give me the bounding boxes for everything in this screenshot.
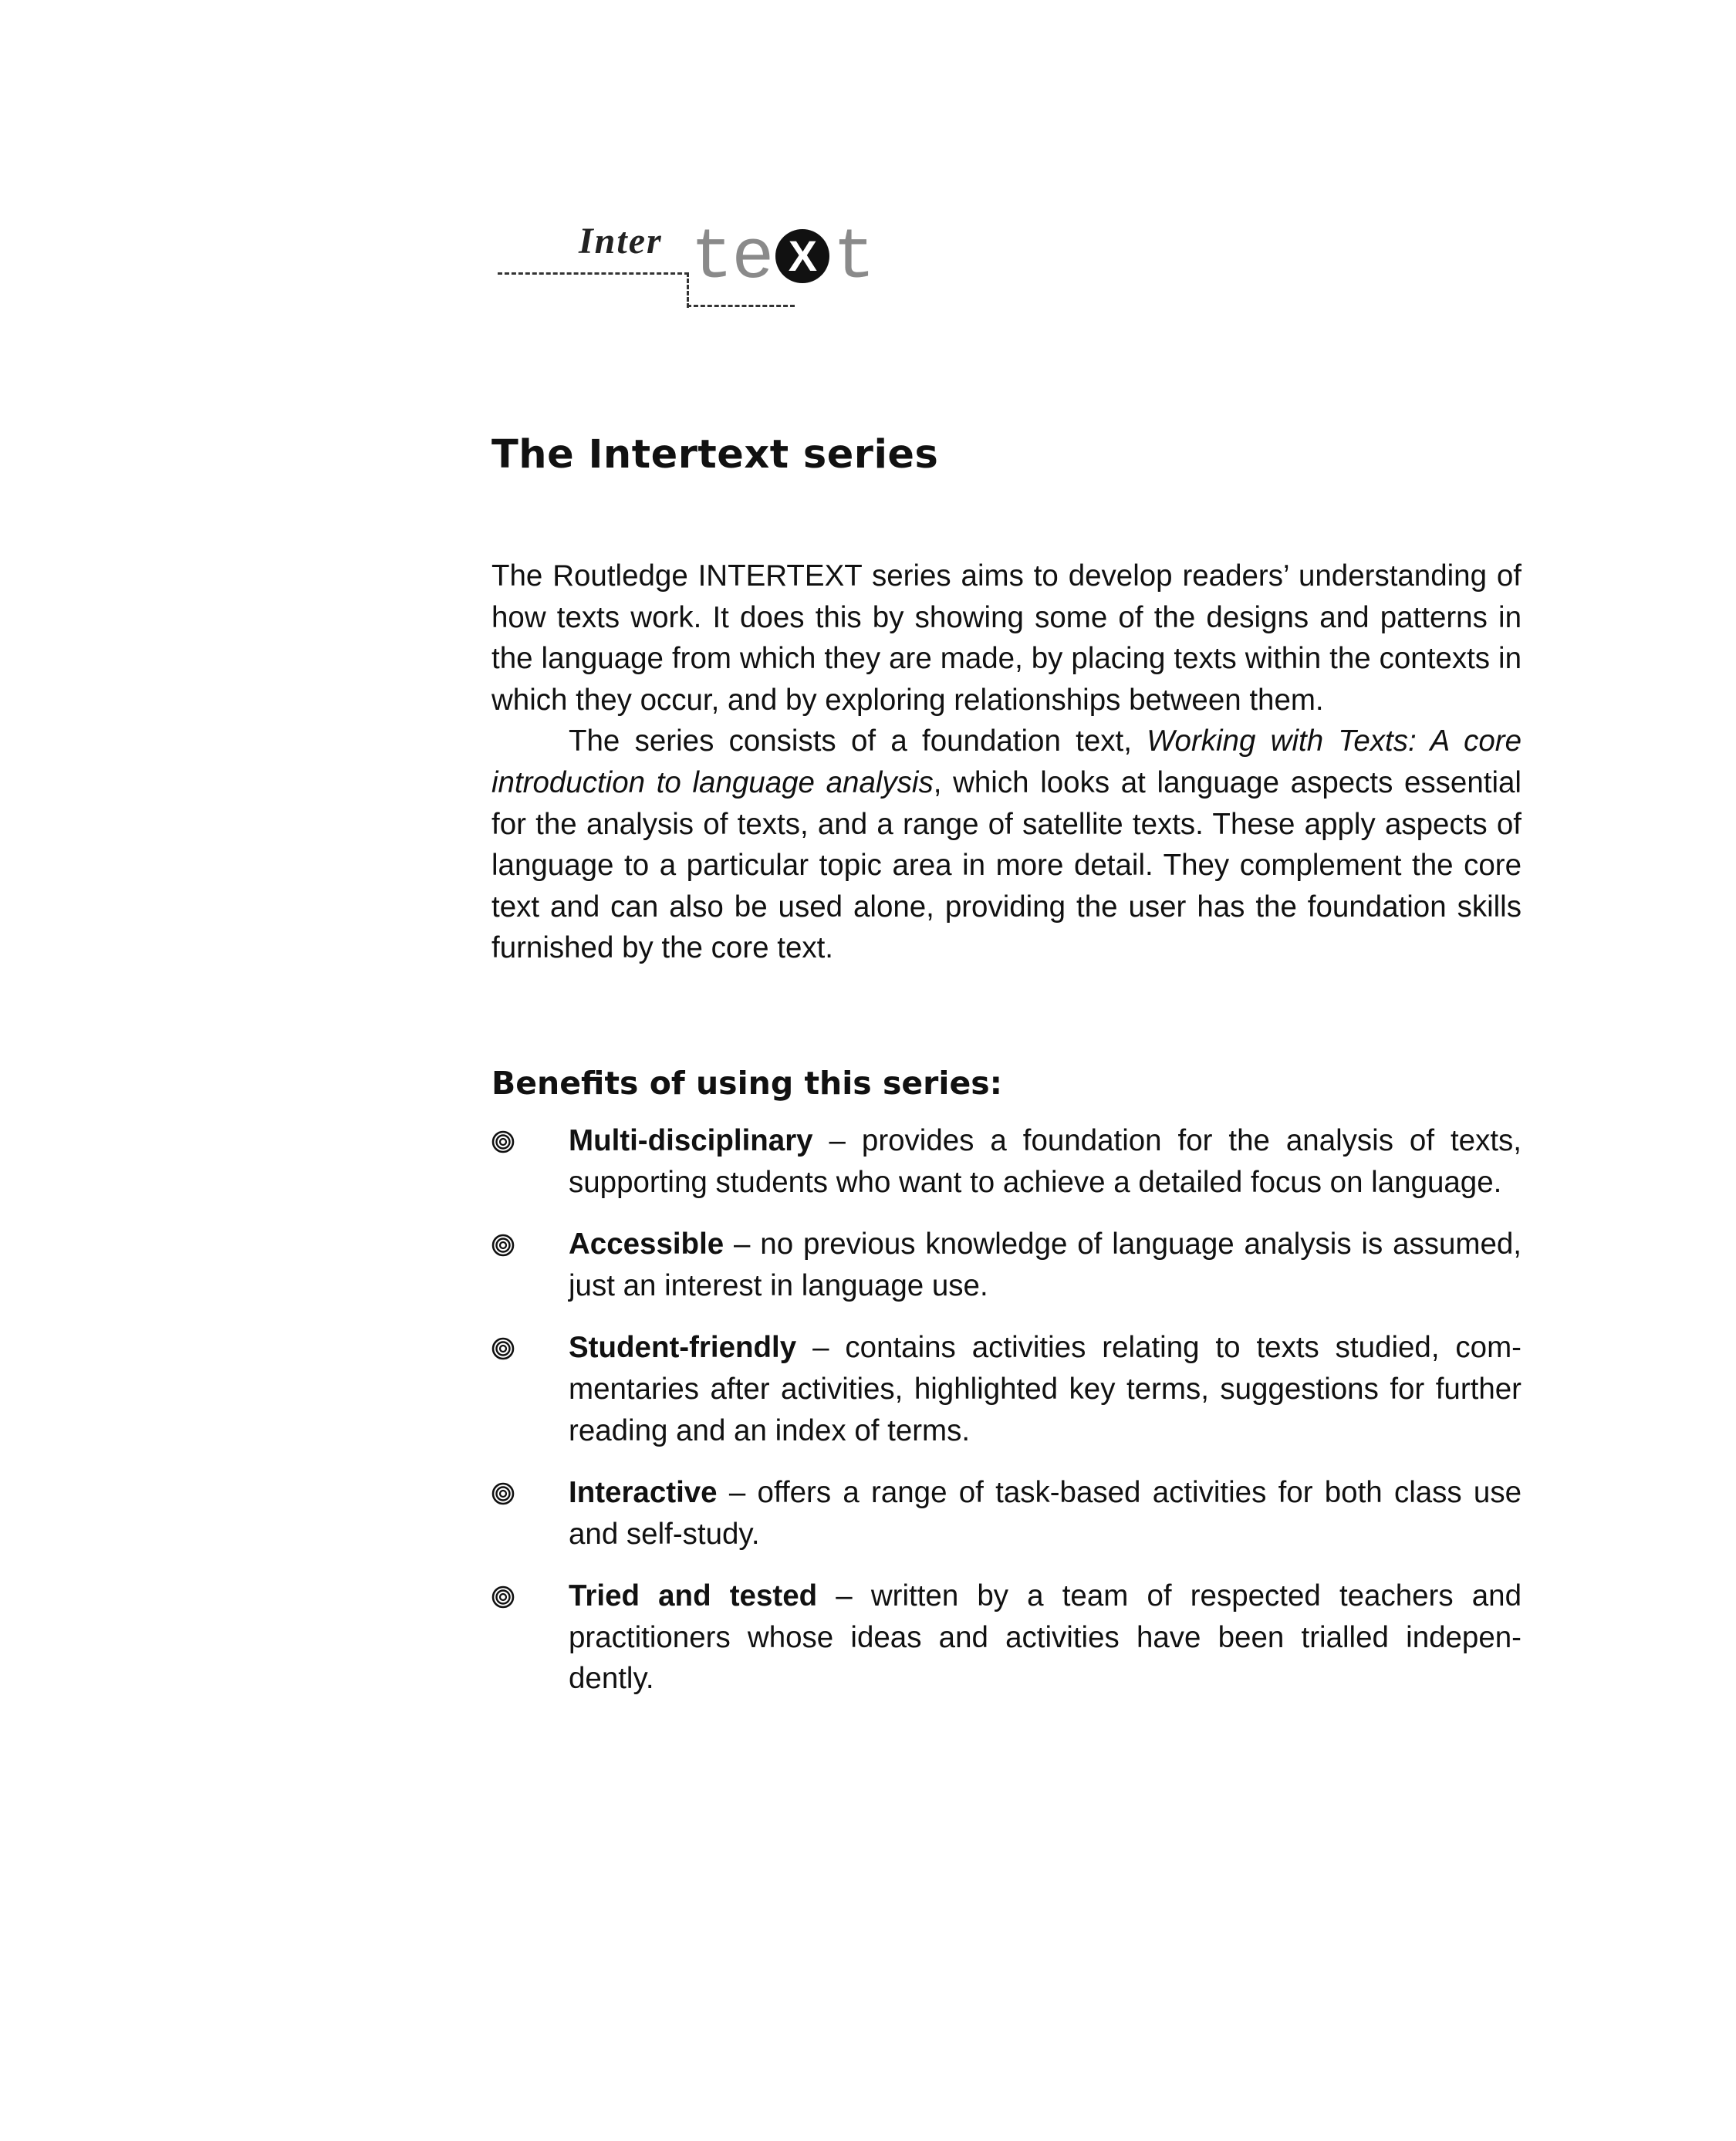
book-title: Working with Texts: A core introduction to language analysis [491,724,1522,799]
intertext-logo [494,220,926,320]
benefit-term: Student-friendly [569,1331,797,1365]
logo-letters-before: te [691,218,773,299]
logo-inter-text: Inter [579,221,663,262]
benefit-text: – written by a team of respected teachers and practitioners whose ideas and activities have been trialled independently. [569,1579,1522,1696]
benefit-term: Multi-disciplinary [569,1123,813,1157]
benefit-item [491,1472,1522,1555]
spiral-bullet-icon [491,1482,515,1505]
benefit-item [491,1327,1522,1451]
benefit-text: – provides a foundation for the analysis of texts, supporting students who want to achieve a detailed focus on language. [569,1123,1522,1199]
intro-paragraph-text: The series consists of a foundation text, [569,724,1147,758]
benefits-list [491,1120,1522,1700]
logo-letters-after: t [833,218,874,299]
benefit-text: – no previous knowledge of language analysis is assumed, just an interest in language use. [569,1228,1522,1302]
spiral-bullet-icon [491,1130,515,1153]
logo-dashed-line [498,272,689,275]
page-title: The Intertext series [491,432,939,478]
benefit-item [491,1120,1522,1203]
benefit-term: Accessible [569,1228,724,1261]
benefit-item [491,1575,1522,1700]
logo-x-circle-icon: X [775,229,829,283]
logo-dashed-line [687,305,795,307]
logo-dashed-line [687,272,689,308]
spiral-bullet-icon [491,1337,515,1360]
main-content [491,428,1522,1721]
benefit-text: – offers a range of task-based activities for both class use and self-study. [569,1476,1522,1551]
benefit-item [491,1224,1522,1306]
logo-text-word [691,220,874,297]
benefit-term: Tried and tested [569,1579,818,1613]
spiral-bullet-icon [491,1585,515,1609]
intro-paragraph: The Routledge INTERTEXT series aims to develop readers’ understanding of how texts work. It does this by showing some of the designs and patterns in the language from which they are made, by placing texts within the contexts in which they occur, and by exploring relationships between them. [491,559,1522,717]
intro-paragraph [491,721,1522,969]
benefit-text: – contains activities relating to texts studied, commentaries after activities, highlighted key terms, suggestions for further reading and an index of terms. [569,1331,1522,1447]
benefit-term: Interactive [569,1476,718,1510]
benefits-heading: Benefits of using this series: [491,1064,1003,1102]
intro-section [491,556,1522,969]
intro-paragraph-text: , which looks at language aspects essential for the analysis of texts, and a range of satellite texts. These apply aspects of language to a particular topic area in more detail. They complement the core text and can also be used alone, providing the user has the foundation skills furnished by the core text. [491,765,1522,965]
spiral-bullet-icon [491,1234,515,1257]
